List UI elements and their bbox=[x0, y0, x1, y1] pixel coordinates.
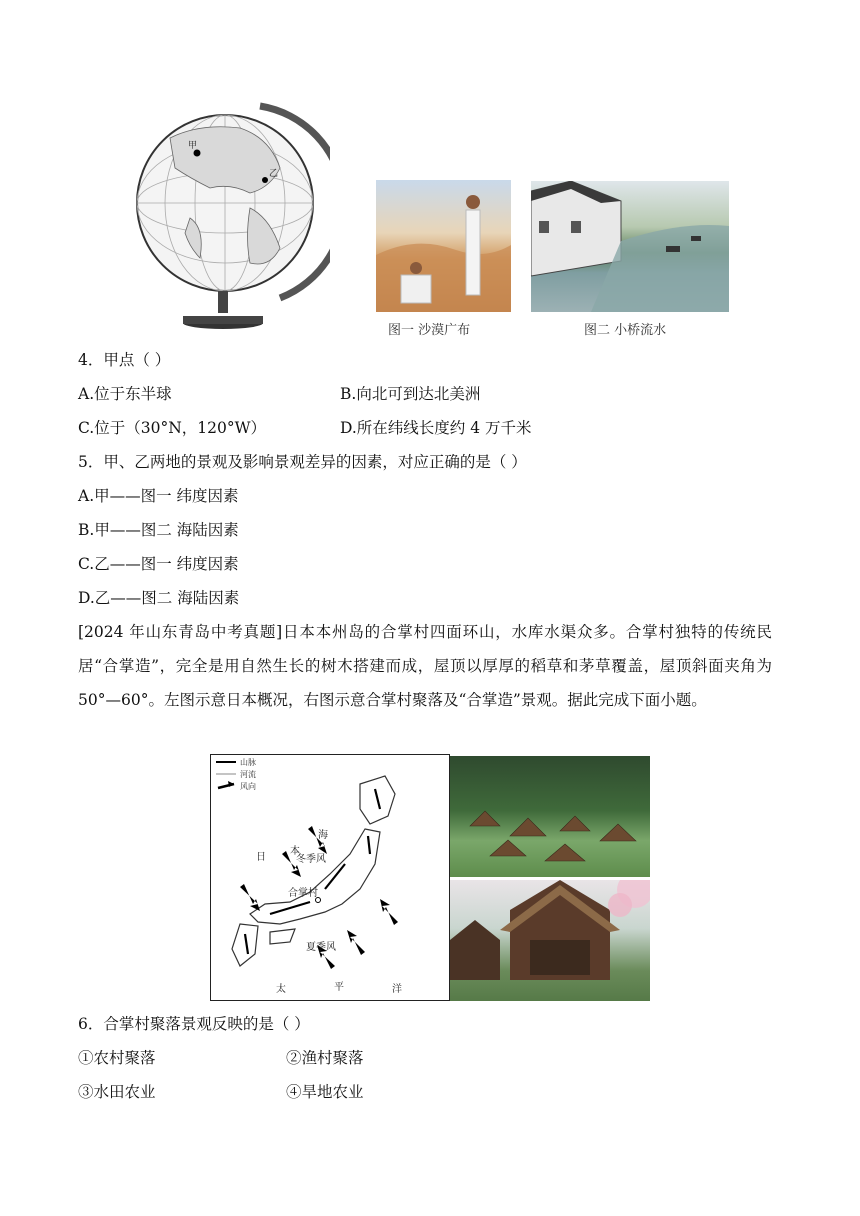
map-label-ben: 本 bbox=[290, 846, 300, 857]
q4-option-d: D.所在纬线长度约 4 万千米 bbox=[340, 419, 532, 437]
q5-option-a: A.甲——图一 纬度因素 bbox=[78, 487, 239, 505]
q4-option-b: B.向北可到达北美洲 bbox=[340, 385, 481, 403]
q6-option-1: ①农村聚落 bbox=[78, 1049, 156, 1067]
canal-photo bbox=[531, 181, 729, 312]
photo-captions bbox=[376, 318, 736, 342]
question-4-stem: 4．甲点（ ） bbox=[78, 351, 171, 369]
globe-label-yi: 乙 bbox=[269, 169, 279, 179]
village-photo-top bbox=[450, 756, 650, 877]
caption-desert: 图一 沙漠广布 bbox=[388, 323, 471, 338]
passage-text: [2024 年山东青岛中考真题]日本本州岛的合掌村四面环山，水库水渠众多。合掌村独特的传统民居“合掌造”，完全是用自然生长的树木搭建而成，屋顶以厚厚的稻草和茅草覆盖，屋顶斜面夹角为 50°—60°。左图示意日本概况，右图示意合掌村聚落及“合掌造”景观。据此完成下面小题。 bbox=[78, 623, 772, 709]
question-5-stem: 5．甲、乙两地的景观及影响景观差异的因素，对应正确的是（ ） bbox=[78, 453, 527, 471]
map-label-winter-wind: 冬季风 bbox=[296, 854, 326, 865]
village-photo-bottom bbox=[450, 880, 650, 1001]
map-label-ping: 平 bbox=[334, 982, 344, 993]
q5-option-b: B.甲——图二 海陆因素 bbox=[78, 521, 239, 539]
legend-wind: 风向 bbox=[240, 782, 256, 791]
map-label-ri: 日 bbox=[256, 852, 266, 863]
map-label-village: 合掌村 bbox=[288, 888, 318, 899]
globe-figure bbox=[130, 98, 330, 338]
map-label-tai: 太 bbox=[276, 984, 286, 995]
q6-option-3: ③水田农业 bbox=[78, 1083, 156, 1101]
japan-map bbox=[210, 754, 450, 1001]
question-6-stem: 6．合掌村聚落景观反映的是（ ） bbox=[78, 1015, 310, 1033]
map-label-yang: 洋 bbox=[392, 984, 402, 995]
q5-option-c: C.乙——图一 纬度因素 bbox=[78, 555, 239, 573]
question-4-options-row1 bbox=[78, 383, 481, 405]
q6-option-4: ④旱地农业 bbox=[286, 1083, 364, 1101]
desert-photo bbox=[376, 180, 511, 312]
question-6-options-row1 bbox=[78, 1047, 364, 1069]
map-label-summer-wind: 夏季风 bbox=[306, 942, 336, 953]
legend-river: 河流 bbox=[240, 770, 256, 779]
question-4-options-row2 bbox=[78, 417, 532, 439]
legend-mountain: 山脉 bbox=[240, 758, 256, 767]
question-6-options-row2 bbox=[78, 1081, 364, 1103]
map-label-hai: 海 bbox=[318, 830, 328, 841]
q5-option-d: D.乙——图二 海陆因素 bbox=[78, 589, 240, 607]
q4-option-a: A.位于东半球 bbox=[78, 385, 172, 403]
caption-canal: 图二 小桥流水 bbox=[584, 323, 667, 338]
q4-option-c: C.位于（30°N，120°W） bbox=[78, 419, 267, 437]
globe-label-jia: 甲 bbox=[188, 141, 198, 151]
q6-option-2: ②渔村聚落 bbox=[286, 1049, 364, 1067]
